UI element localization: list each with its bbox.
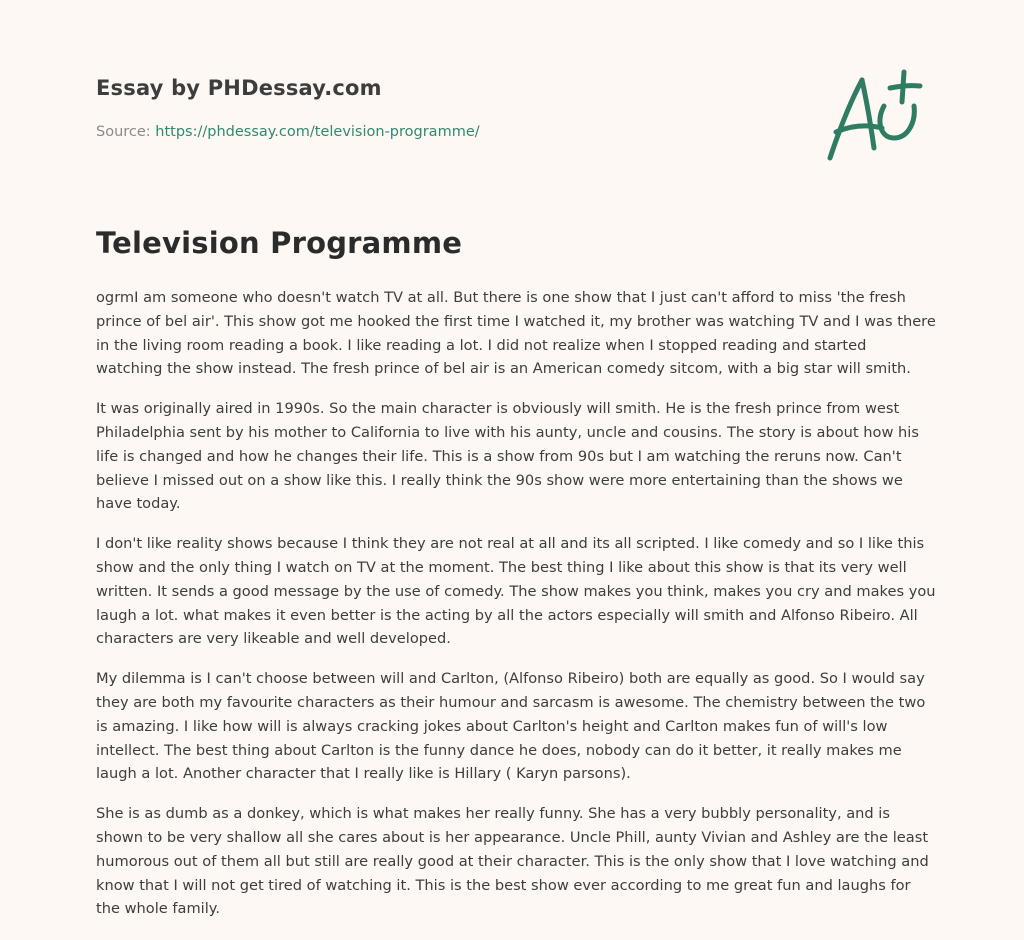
essay-paragraph: I don't like reality shows because I think they are not real at all and its all scripted. I like comedy and so I like this show and the only thing I watch on TV at the moment. The best thing I like about this show is that its very well written. It sends a good message by the use of comedy. The show makes you think, makes you cry and makes you laugh a lot. what makes it even better is the acting by all the actors especially will smith and Alfonso Ribeiro. All characters are very likeable and well developed. [96,535,936,648]
essay-body [96,286,936,937]
a-plus-logo-icon [822,68,926,164]
essay-paragraph: It was originally aired in 1990s. So the main character is obviously will smith. He is the fresh prince from west Philadelphia sent by his mother to California to live with his aunty, uncle and cousins. The story is about how his life is changed and how he changes their life. This is a show from 90s but I am watching the reruns now. Can't believe I missed out on a show like this. I really think the 90s show were more entertaining than the shows we have today. [96,400,919,513]
site-title: Essay by PHDessay.com [96,76,382,100]
source-line [96,124,480,140]
essay-title: Television Programme [96,226,463,260]
essay-paragraph: ogrmI am someone who doesn't watch TV at all. But there is one show that I just can't afford to miss 'the fresh prince of bel air'. This show got me hooked the first time I watched it, my brother was watching TV and I was there in the living room reading a book. I like reading a lot. I did not realize when I stopped reading and started watching the show instead. The fresh prince of bel air is an American comedy sitcom, with a big star will smith. [96,289,936,378]
source-label: Source: [96,124,156,140]
essay-paragraph: She is as dumb as a donkey, which is what makes her really funny. She has a very bubbly personality, and is shown to be very shallow all she cares about is her appearance. Uncle Phill, aunty Vivian and Ashley are the least humorous out of them all but still are really good at their character. This is the only show that I love watching and know that I will not get tired of watching it. This is the best show ever according to me great fun and laughs for the whole family. [96,805,929,918]
essay-paragraph: My dilemma is I can't choose between will and Carlton, (Alfonso Ribeiro) both are equally as good. So I would say they are both my favourite characters as their humour and sarcasm is awesome. The chemistry between the two is amazing. I like how will is always cracking jokes about Carlton's height and Carlton makes fun of will's low intellect. The best thing about Carlton is the funny dance he does, nobody can do it better, it really makes me laugh a lot. Another character that I really like is Hillary ( Karyn parsons). [96,670,926,783]
source-link[interactable]: https://phdessay.com/television-programme/ [155,124,480,140]
